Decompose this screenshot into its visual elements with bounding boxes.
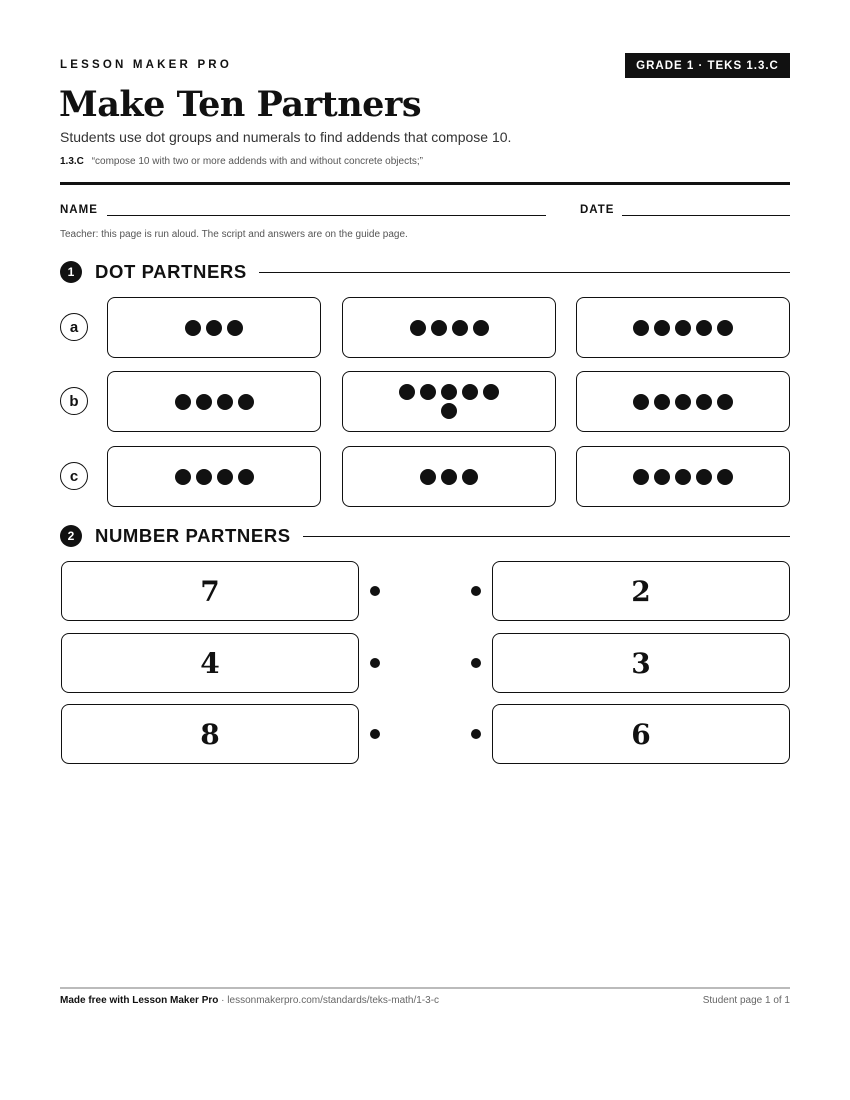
dot xyxy=(217,394,233,410)
footer-made: Made free with Lesson Maker Pro xyxy=(60,995,219,1006)
match-dot-left[interactable] xyxy=(370,729,380,739)
dot-box[interactable] xyxy=(107,371,321,432)
section-number-partners xyxy=(60,524,790,548)
dot xyxy=(717,469,733,485)
dot xyxy=(196,469,212,485)
teacher-note: Teacher: this page is run aloud. The script and answers are on the guide page. xyxy=(60,229,408,240)
section-number: 2 xyxy=(60,525,82,547)
dot xyxy=(238,469,254,485)
number-right-box[interactable]: 2 xyxy=(492,561,790,621)
dot-line xyxy=(633,469,733,485)
dot-box[interactable] xyxy=(576,446,790,507)
section-rule xyxy=(303,536,790,537)
dot xyxy=(717,394,733,410)
dot xyxy=(696,320,712,336)
dot xyxy=(675,320,691,336)
number-left-box[interactable]: 8 xyxy=(61,704,359,764)
dot-line xyxy=(633,394,733,410)
footer-page: Student page 1 of 1 xyxy=(702,995,790,1006)
date-field[interactable] xyxy=(622,215,790,216)
section-rule xyxy=(259,272,790,273)
dot xyxy=(441,384,457,400)
dot xyxy=(206,320,222,336)
dot-line xyxy=(399,384,499,400)
dot xyxy=(654,320,670,336)
footer-credit xyxy=(60,995,439,1006)
dot xyxy=(238,394,254,410)
dot-box[interactable] xyxy=(107,446,321,507)
dot xyxy=(473,320,489,336)
footer-separator: · xyxy=(221,995,228,1006)
row-label: c xyxy=(60,462,88,490)
dot xyxy=(462,469,478,485)
dot xyxy=(633,469,649,485)
standard-code: 1.3.C xyxy=(60,156,84,167)
dot xyxy=(217,469,233,485)
dot xyxy=(696,469,712,485)
number-left-box[interactable]: 7 xyxy=(61,561,359,621)
grade-badge: GRADE 1 · TEKS 1.3.C xyxy=(625,53,790,78)
footer-url[interactable]: lessonmakerpro.com/standards/teks-math/1-3-c xyxy=(227,995,440,1006)
dot-line xyxy=(185,320,243,336)
standard-line xyxy=(60,156,423,167)
match-dot-left[interactable] xyxy=(370,586,380,596)
header-divider xyxy=(60,182,790,185)
number-right-box[interactable]: 6 xyxy=(492,704,790,764)
dot xyxy=(441,403,457,419)
dot xyxy=(196,394,212,410)
dot xyxy=(185,320,201,336)
dot-line xyxy=(175,394,254,410)
dot-line xyxy=(420,469,478,485)
match-dot-right[interactable] xyxy=(471,658,481,668)
dot-line xyxy=(441,403,457,419)
dot xyxy=(654,469,670,485)
dot xyxy=(227,320,243,336)
dot-box[interactable] xyxy=(342,297,556,358)
page-subtitle: Students use dot groups and numerals to find addends that compose 10. xyxy=(60,129,512,145)
dot xyxy=(483,384,499,400)
dot xyxy=(410,320,426,336)
date-label: DATE xyxy=(580,204,615,216)
dot-line xyxy=(633,320,733,336)
name-field[interactable] xyxy=(107,215,546,216)
dot xyxy=(633,394,649,410)
dot xyxy=(175,394,191,410)
section-number: 1 xyxy=(60,261,82,283)
dot-box[interactable] xyxy=(576,371,790,432)
number-right-box[interactable]: 3 xyxy=(492,633,790,693)
dot xyxy=(675,394,691,410)
match-dot-left[interactable] xyxy=(370,658,380,668)
brand-name: LESSON MAKER PRO xyxy=(60,59,232,71)
dot xyxy=(441,469,457,485)
name-label: NAME xyxy=(60,204,98,216)
section-title: NUMBER PARTNERS xyxy=(95,525,291,546)
dot xyxy=(175,469,191,485)
dot-box[interactable] xyxy=(107,297,321,358)
row-label: a xyxy=(60,313,88,341)
dot xyxy=(717,320,733,336)
match-dot-right[interactable] xyxy=(471,586,481,596)
match-dot-right[interactable] xyxy=(471,729,481,739)
dot xyxy=(431,320,447,336)
section-title: DOT PARTNERS xyxy=(95,261,247,282)
dot xyxy=(633,320,649,336)
dot-line xyxy=(175,469,254,485)
footer-divider xyxy=(60,987,790,989)
number-left-box[interactable]: 4 xyxy=(61,633,359,693)
row-label: b xyxy=(60,387,88,415)
dot xyxy=(399,384,415,400)
dot xyxy=(675,469,691,485)
dot-line xyxy=(410,320,489,336)
dot xyxy=(420,469,436,485)
section-dot-partners xyxy=(60,260,790,284)
page-title: Make Ten Partners xyxy=(59,84,422,125)
dot-box[interactable] xyxy=(342,446,556,507)
dot-box[interactable] xyxy=(576,297,790,358)
dot xyxy=(420,384,436,400)
dot xyxy=(452,320,468,336)
dot-box[interactable] xyxy=(342,371,556,432)
dot xyxy=(462,384,478,400)
standard-text: “compose 10 with two or more addends with and without concrete objects;” xyxy=(91,156,423,167)
dot xyxy=(654,394,670,410)
dot xyxy=(696,394,712,410)
